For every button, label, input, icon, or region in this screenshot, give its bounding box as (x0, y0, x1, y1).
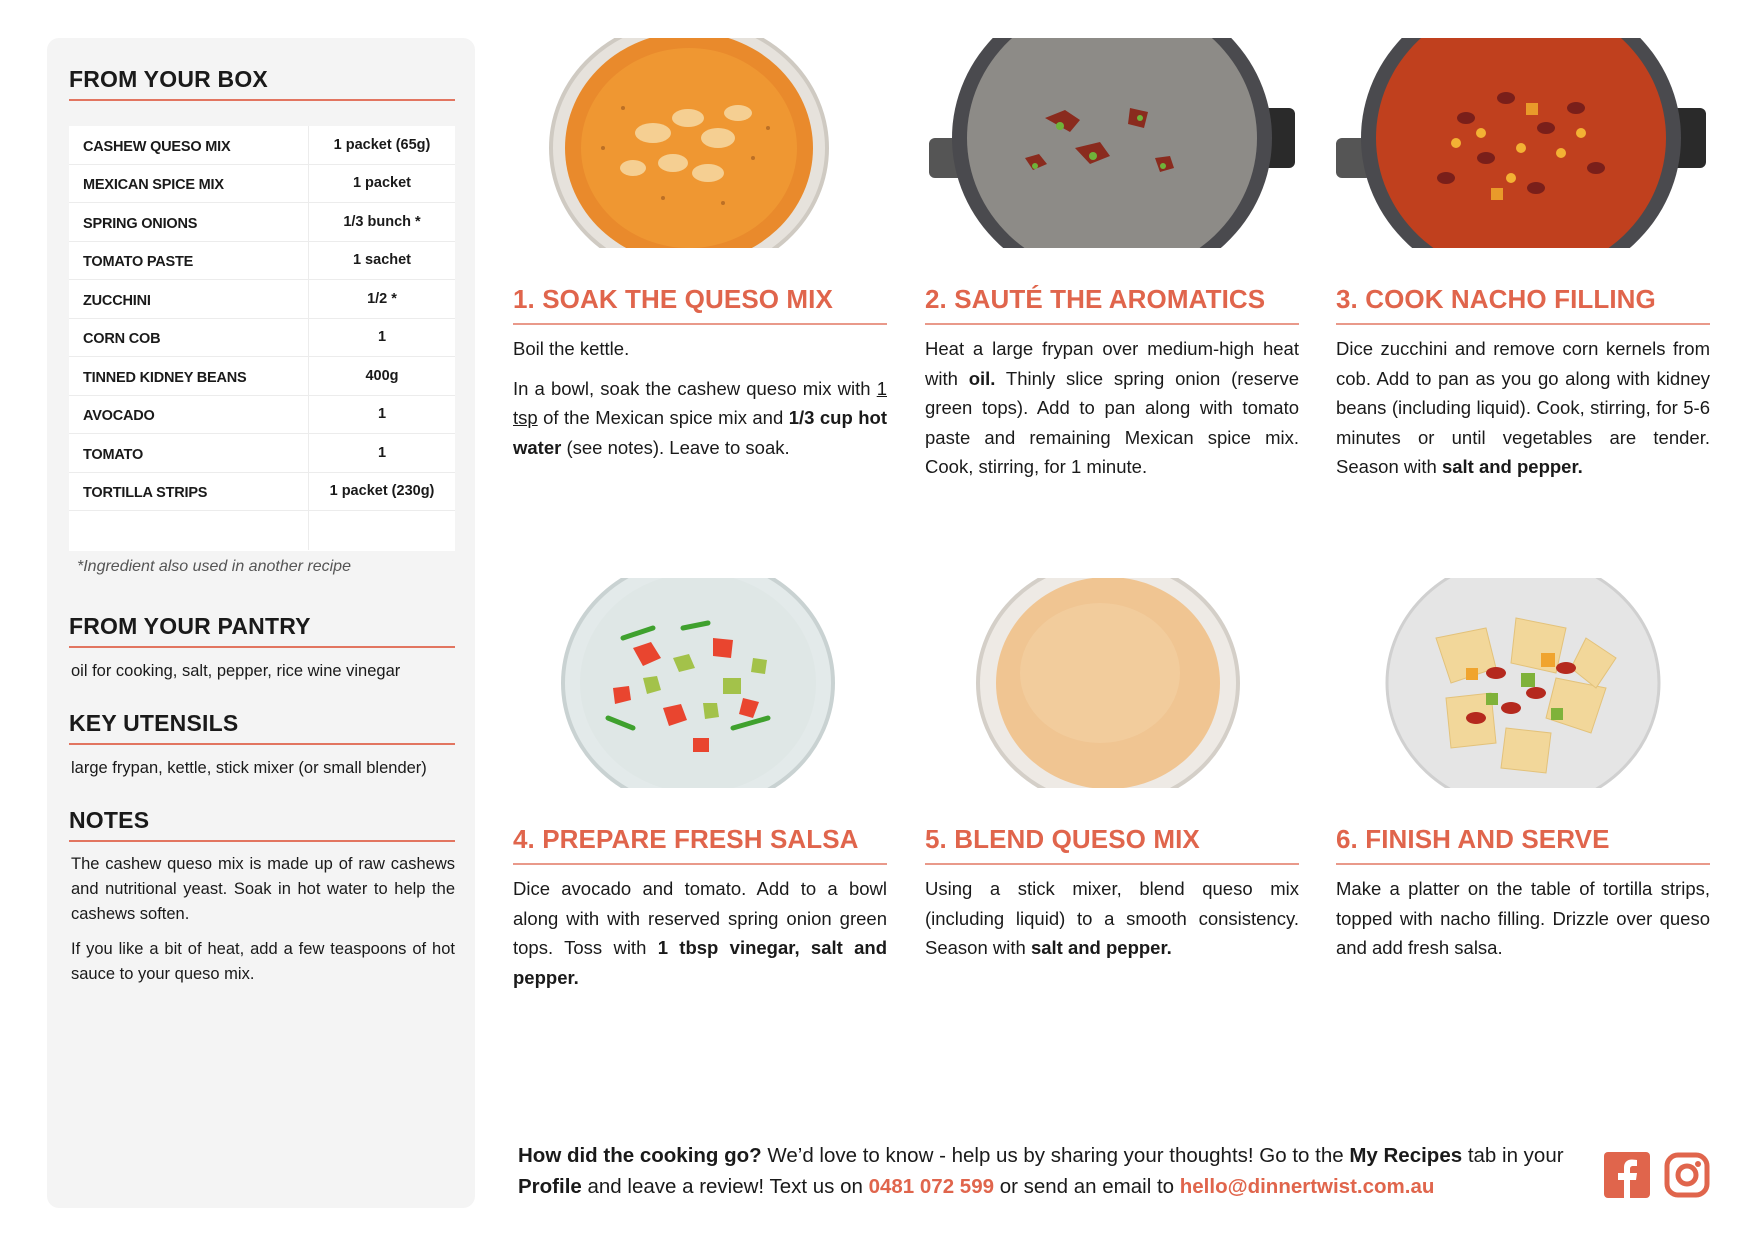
step-5-body (925, 874, 1299, 973)
step-6-title: 6. FINISH AND SERVE (1336, 824, 1710, 865)
from-your-pantry-heading: FROM YOUR PANTRY (69, 613, 455, 648)
ingredient-name: ZUCCHINI (69, 280, 309, 318)
ingredient-qty: 1 packet (65g) (333, 136, 431, 153)
step-2-paragraph (925, 334, 1299, 482)
notes-paragraph: If you like a bit of heat, add a few teaspoons of hot sauce to your queso mix. (71, 940, 455, 983)
ingredient-qty: 1 (377, 444, 387, 461)
ingredient-qty: 1 packet (352, 175, 412, 192)
ingredients-table (69, 126, 455, 551)
phone-link[interactable]: 0481 072 599 (868, 1175, 994, 1198)
measure-hot-water: 1/3 cup hot water (513, 407, 887, 458)
ingredient-qty: 400g (365, 367, 399, 384)
step-4-photo (513, 578, 887, 788)
ingredient-name: CORN COB (69, 319, 309, 357)
text-run: Dice avocado and tomato. Add to a bowl along with with reserved spring onion green tops. Toss with (513, 878, 887, 958)
text-run: We’d love to know - help us by sharing your thoughts! Go to the (761, 1144, 1350, 1167)
step-4-body (513, 874, 887, 1002)
step-1-photo (513, 38, 887, 248)
step-2-title: 2. SAUTÉ THE AROMATICS (925, 284, 1299, 325)
ingredients-sidebar (47, 38, 475, 1208)
step-4-paragraph (513, 874, 887, 992)
facebook-icon[interactable] (1604, 1152, 1650, 1198)
step-6-body (1336, 874, 1710, 973)
notes-text (71, 852, 455, 997)
ingredient-row (69, 165, 455, 204)
step-4-title: 4. PREPARE FRESH SALSA (513, 824, 887, 865)
bold-run: oil. (968, 367, 996, 389)
ingredient-qty: 1 (377, 329, 387, 346)
ingredient-name: MEXICAN SPICE MIX (69, 165, 309, 203)
ingredient-row (69, 396, 455, 435)
ingredient-name: TOMATO (69, 434, 309, 472)
ingredient-name: CASHEW QUESO MIX (69, 126, 309, 164)
notes-heading: NOTES (69, 807, 455, 842)
step-1-body (513, 334, 887, 472)
ingredient-row (69, 434, 455, 473)
step-1-title: 1. SOAK THE QUESO MIX (513, 284, 887, 325)
profile-label: Profile (518, 1175, 582, 1198)
ingredient-name: AVOCADO (69, 396, 309, 434)
ingredient-qty: 1 sachet (352, 252, 412, 269)
ingredient-row (69, 473, 455, 512)
text-run: Using a stick mixer, blend queso mix (including liquid) to a smooth consistency. Season with (925, 878, 1299, 958)
pantry-text: oil for cooking, salt, pepper, rice wine vinegar (71, 662, 401, 680)
bold-run: 1 tbsp vinegar, salt and pepper. (513, 937, 888, 988)
text-run: tab in your (1462, 1144, 1564, 1167)
ingredient-footnote: *Ingredient also used in another recipe (77, 558, 351, 575)
step-2-body (925, 334, 1299, 492)
from-your-box-heading: FROM YOUR BOX (69, 66, 455, 101)
step-5-paragraph (925, 874, 1299, 963)
ingredient-qty: 1/3 bunch * (343, 213, 421, 230)
step-3-body (1336, 334, 1710, 492)
ingredient-name: TOMATO PASTE (69, 242, 309, 280)
utensils-text: large frypan, kettle, stick mixer (or small blender) (71, 759, 427, 777)
step-5-title: 5. BLEND QUESO MIX (925, 824, 1299, 865)
step-6-paragraph: Make a platter on the table of tortilla strips, topped with nacho filling. Drizzle over queso and add fresh salsa. (1336, 878, 1710, 958)
ingredient-name: SPRING ONIONS (69, 203, 309, 241)
ingredient-row (69, 280, 455, 319)
ingredient-qty: 1 packet (230g) (329, 483, 435, 500)
ingredient-qty: 1/2 * (367, 290, 397, 307)
step-3-paragraph (1336, 334, 1710, 482)
feedback-footer (518, 1140, 1578, 1202)
text-run: In a bowl, soak the cashew queso mix with (513, 377, 877, 399)
step-5-photo (925, 578, 1299, 788)
step-1-paragraph-1: Boil the kettle. (513, 338, 630, 359)
ingredient-row (69, 242, 455, 281)
my-recipes-label: My Recipes (1349, 1144, 1463, 1167)
text-run: (see notes). Leave to soak. (561, 436, 790, 458)
text-run: and leave a review! Text us on (581, 1175, 869, 1198)
footer-question: How did the cooking go? (518, 1144, 762, 1167)
step-3-title: 3. COOK NACHO FILLING (1336, 284, 1710, 325)
ingredient-name: TORTILLA STRIPS (69, 473, 309, 511)
bold-run: salt and pepper. (1030, 937, 1172, 958)
text-run: Dice zucchini and remove corn kernels from cob. Add to pan as you go along with kidney beans (including liquid). Cook, stirring, for 5-6 minutes or until vegetables are tender. Season with (1336, 338, 1710, 477)
key-utensils-heading: KEY UTENSILS (69, 710, 455, 745)
ingredient-row (69, 357, 455, 396)
ingredient-name-empty (69, 511, 309, 550)
step-6-photo (1336, 578, 1710, 788)
ingredient-row (69, 203, 455, 242)
ingredient-name: TINNED KIDNEY BEANS (69, 357, 309, 395)
ingredient-qty: 1 (377, 406, 387, 423)
text-run: Thinly slice spring onion (reserve green tops). Add to pan along with tomato paste and remaining Mexican spice mix. Cook, stirring, for 1 minute. (925, 367, 1299, 477)
notes-paragraph: The cashew queso mix is made up of raw cashews and nutritional yeast. Soak in hot water to help the cashews soften. (71, 855, 455, 923)
step-1-paragraph-2 (513, 374, 887, 463)
step-3-photo (1336, 38, 1710, 248)
instagram-icon[interactable] (1664, 1152, 1710, 1198)
email-link[interactable]: hello@dinnertwist.com.au (1179, 1175, 1435, 1198)
text-run: Heat a large frypan over medium-high heat with (925, 338, 1299, 389)
text-run: or send an email to (994, 1175, 1180, 1198)
text-run: of the Mexican spice mix and (537, 407, 789, 428)
measure-1tsp: 1 tsp (513, 377, 887, 428)
ingredient-row (69, 319, 455, 358)
step-2-photo (925, 38, 1299, 248)
ingredient-row-empty (69, 511, 455, 550)
bold-run: salt and pepper. (1441, 456, 1583, 477)
ingredient-row (69, 126, 455, 165)
